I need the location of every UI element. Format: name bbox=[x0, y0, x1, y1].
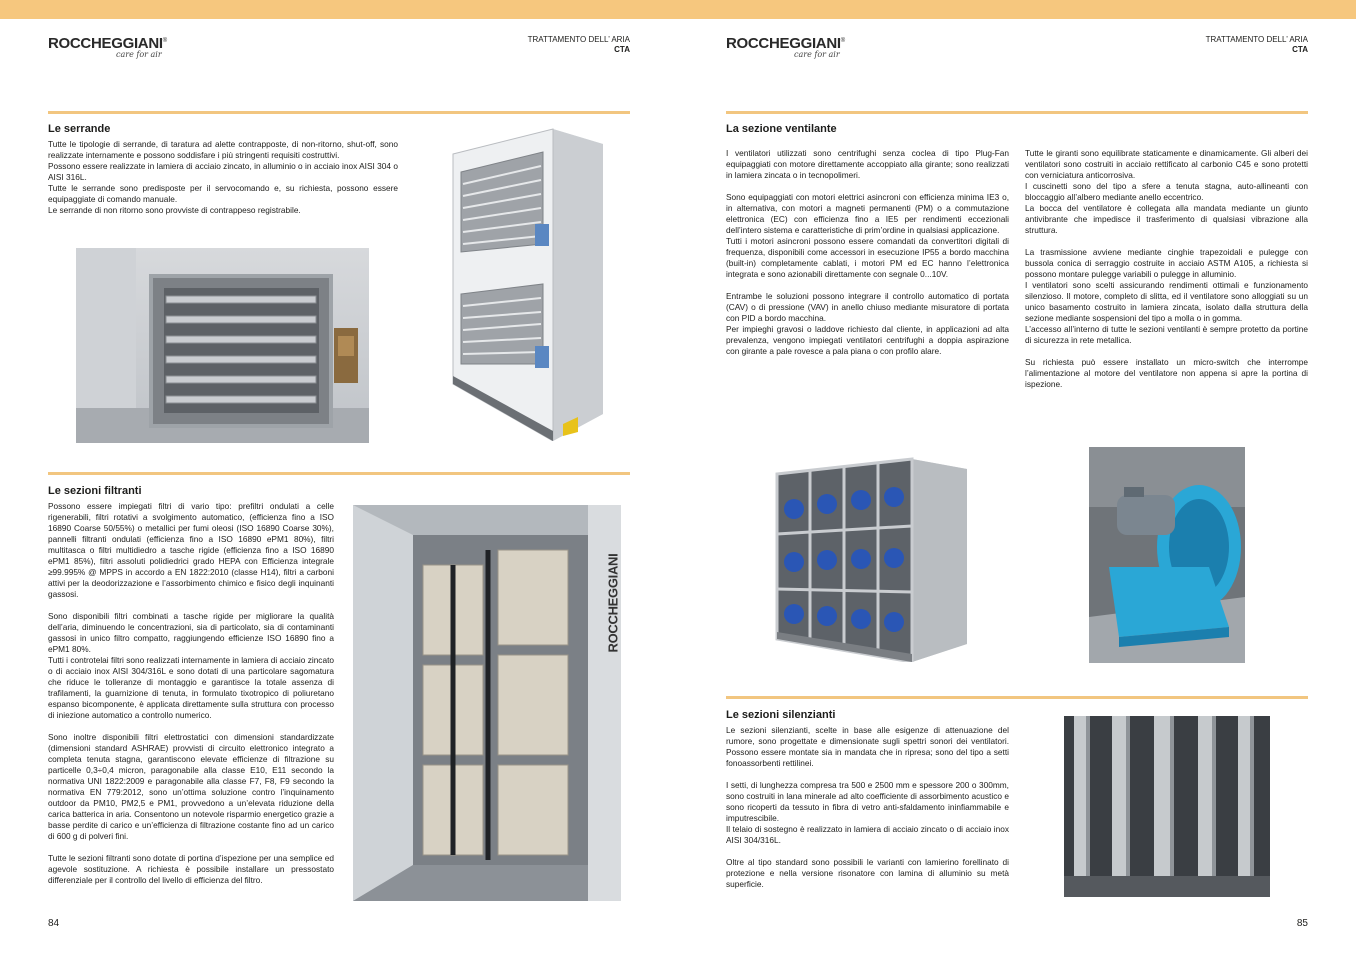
section-divider bbox=[48, 472, 630, 475]
registered-mark: ® bbox=[840, 38, 845, 44]
header-section: TRATTAMENTO DELL’ ARIA bbox=[1205, 35, 1308, 44]
ventilante-text-col2 bbox=[1025, 148, 1308, 390]
ventilante-text-col1 bbox=[726, 148, 1009, 357]
left-page bbox=[0, 19, 678, 959]
paragraph: Entrambe le soluzioni possono integrare il controllo automatico di portata (CAV) o di pressione (VAV) in anello chiuso mediante misuratore di portata con PID a bordo macchina. bbox=[726, 291, 1009, 323]
section-divider bbox=[726, 111, 1308, 114]
vertical-brand-mark bbox=[593, 515, 619, 655]
fan-array-illustration bbox=[772, 454, 967, 662]
paragraph: I ventilatori utilizzati sono centrifughi senza coclea di tipo Plug-Fan equipaggiati con motore direttamente accoppiato alla girante; sono realizzati in lamiera zincata o in tecnopolimeri. bbox=[726, 148, 1009, 180]
paragraph: Tutte le sezioni filtranti sono dotate di portina d’ispezione per una semplice ed agevole sostituzione. A richiesta è possibile installare un pressostato differenziale per il controllo del livello di efficienza del filtro. bbox=[48, 853, 334, 885]
silenzianti-text bbox=[726, 725, 1009, 890]
paragraph: Tutte le serrande sono predisposte per il servocomando e, su richiesta, possono essere equipaggiate di comando manuale. bbox=[48, 183, 398, 204]
section-title-filtranti: Le sezioni filtranti bbox=[48, 485, 142, 497]
brand-tagline: care for air bbox=[794, 50, 840, 59]
paragraph: Tutte le giranti sono equilibrate staticamente e dinamicamente. Gli alberi dei ventilatori sono costruiti in acciaio rettificato al carbonio C45 e sono protetti con verniciatura anticorrosiva. bbox=[1025, 148, 1308, 180]
serrande-text bbox=[48, 139, 398, 216]
paragraph: Possono essere impiegati filtri di vario tipo: prefiltri ondulati a celle rigenerabili, filtri rotativi a svolgimento automatico, (efficienza fino a ISO 16890 Coarse 50/55%) o metallici per fumi oleosi (ISO 16890 Coarse 30%), pannelli filtranti ondulati (efficienza fino a ISO 16890 ePM1 80%), filtri multitasca o filtri multidiedro a tasche rigide (efficienza fino a ISO 16890 ePM1 85%), filtri assoluti polidiedrici grado HEPA con Efficienza integrale ≥99.995% @ MPPS in accordo a EN 1822:2010 (classe H14), filtri a carboni attivi per la deodorizzazione e l’assorbimento chimico e fisico degli inquinanti gassosi. bbox=[48, 501, 334, 599]
silencer-baffles-photo bbox=[1064, 716, 1270, 897]
section-title-silenzianti: Le sezioni silenzianti bbox=[726, 709, 836, 721]
top-color-band bbox=[0, 0, 1356, 19]
paragraph: Sono inoltre disponibili filtri elettrostatici con dimensioni standardizzate (dimensioni standard ASHRAE) provvisti di circuito elettronico integrato a completa tenuta stagna, garantiscono elevate efficienze di filtrazione su particelle 0,3÷0,4 micron, paragonabile alla classe E10, E11 secondo la normativa UNI 1822:2009 e paragonabile alla classe F7, F8, F9 secondo la normativa EN 779:2012, sono un’ottima soluzione contro l’inquinamento outdoor da PM10, PM2,5 e PM1, provvedono a un’elevata riduzione della carica batterica in aria. Consentono un notevole risparmio energetico grazie a basse perdite di carico e un’efficienza di filtrazione costante fino ad un carico di 600 g di polveri fini. bbox=[48, 732, 334, 841]
section-divider bbox=[726, 696, 1308, 699]
filter-section-photo bbox=[353, 505, 621, 901]
paragraph: Tutti i controtelai filtri sono realizzati internamente in lamiera di acciaio zincato o di acciaio inox AISI 304/316L e sono dotati di una particolare sagomatura che riduce le tolleranze di montaggio e garantisce la totale assenza di trafilamenti, la guarnizione di tenuta, in formulato tixotropico di poliuretano espanso bicomponente, è applicata direttamente sulla struttura con processo di iniezione automatico a controllo numerico. bbox=[48, 655, 334, 720]
paragraph: Le sezioni silenzianti, scelte in base alle esigenze di attenuazione del rumore, sono progettate e dimensionate sugli spettri sonori dei ventilatori. Possono essere montate sia in mandata che in ripresa; sono del tipo a setti fonoassorbenti rettilinei. bbox=[726, 725, 1009, 768]
paragraph: Tutte le tipologie di serrande, di taratura ad alette contrapposte, di non-ritorno, shut-off, sono realizzate internamente e possono soddisfare i più stringenti requisiti costruttivi. bbox=[48, 139, 398, 160]
paragraph: L’accesso all’interno di tutte le sezioni ventilanti è sempre protetto da portine di sicurezza in rete metallica. bbox=[1025, 324, 1308, 345]
brand-name: ROCCHEGGIANI bbox=[726, 35, 841, 52]
paragraph: Possono essere realizzate in lamiera di acciaio zincato, in alluminio o in acciaio inox AISI 304 o AISI 316L. bbox=[48, 161, 398, 182]
vertical-brand-name: ROCCHEGGIANI bbox=[605, 553, 621, 653]
filter-illustration bbox=[353, 505, 621, 901]
brand-name: ROCCHEGGIANI bbox=[48, 35, 163, 52]
centrifugal-fan-photo bbox=[1089, 447, 1245, 663]
paragraph: I setti, di lunghezza compresa tra 500 e 2500 mm e spessore 200 o 300mm, sono costruiti in lana minerale ad alto coefficiente di assorbimento acustico e sono ricoperti da tessuto in fibra di vetro anti-sfaldamento ininfiammabile e imputrescibile. bbox=[726, 780, 1009, 823]
page-number-left: 84 bbox=[48, 918, 60, 929]
damper-photo bbox=[76, 248, 369, 443]
ahu-illustration bbox=[443, 124, 603, 441]
paragraph: I ventilatori sono scelti assicurando rendimenti ottimali e funzionamento silenzioso. Il motore, completo di slitta, ed il ventilatore sono alloggiati su un unico basamento costruito in lamiera zincata, isolato dalla struttura della sezione mediante sospensioni del tipo a molla o in gomma. bbox=[1025, 280, 1308, 323]
brand-tagline: care for air bbox=[116, 50, 162, 59]
paragraph: I cuscinetti sono del tipo a sfere a tenuta stagna, auto-allineanti con bloccaggio all’albero mediante anello eccentrico. bbox=[1025, 181, 1308, 202]
damper-illustration bbox=[76, 248, 369, 443]
silencer-illustration bbox=[1064, 716, 1270, 897]
paragraph: La bocca del ventilatore è collegata alla mandata mediante un giunto antivibrante che impedisce il trasferimento di qualsiasi vibrazione alla struttura. bbox=[1025, 203, 1308, 235]
header-subsection: CTA bbox=[614, 45, 630, 54]
paragraph: Su richiesta può essere installato un micro-switch che interrompe l’alimentazione al motore del ventilatore non appena si apre la portina di ispezione. bbox=[1025, 357, 1308, 389]
paragraph: Sono equipaggiati con motori elettrici asincroni con efficienza minima IE3 o, in alternativa, con motori a magneti permanenti (PM) o a commutazione elettronica (EC) con efficienza fino a IE5 per rendimenti eccezionali dell’intero sistema e caratteristiche di prim’ordine in qualsiasi applicazione. bbox=[726, 192, 1009, 235]
ahu-damper-photo bbox=[443, 124, 603, 441]
page-header bbox=[528, 35, 630, 55]
section-title-serrande: Le serrande bbox=[48, 123, 111, 135]
paragraph: Oltre al tipo standard sono possibili le varianti con lamierino forellinato di protezione e nella versione risonatore con lamina di alluminio su metà superficie. bbox=[726, 857, 1009, 889]
right-page bbox=[678, 19, 1356, 959]
page-header bbox=[1206, 35, 1308, 55]
paragraph: Sono disponibili filtri combinati a tasche rigide per migliorare la qualità dell’aria, diminuendo le concentrazioni, sia di particolato, sia di contaminanti gassosi in unico filtro compatto, raggiungendo efficienze ISO 16890 fino a ePM1 80%. bbox=[48, 611, 334, 654]
brand-logo bbox=[48, 35, 167, 59]
paragraph: Per impieghi gravosi o laddove richiesto dal cliente, in applicazioni ad alta prevalenza, vengono impiegati ventilatori centrifughi a doppia aspirazione con girante a pale rovesce a pala piana o con profilo alare. bbox=[726, 324, 1009, 356]
registered-mark: ® bbox=[162, 38, 167, 44]
paragraph: La trasmissione avviene mediante cinghie trapezoidali e pulegge con bussola conica di serraggio costruite in acciaio ASTM A105, a richiesta si possono montare pulegge variabili o pulegge in alluminio. bbox=[1025, 247, 1308, 279]
centrifugal-fan-illustration bbox=[1089, 447, 1245, 663]
section-title-ventilante: La sezione ventilante bbox=[726, 123, 837, 135]
fan-array-unit-photo bbox=[772, 454, 967, 662]
paragraph: Tutti i motori asincroni possono essere comandati da convertitori digitali di frequenza, disponibili come accessori in esecuzione IP55 a bordo macchina (built-in) completamente cablati, i motori PM ed EC hanno l’elettronica integrata e sono azionabili direttamente con segnale 0...10V. bbox=[726, 236, 1009, 279]
paragraph: Il telaio di sostegno è realizzato in lamiera di acciaio zincato o di acciaio inox AISI 304/316L. bbox=[726, 824, 1009, 845]
header-subsection: CTA bbox=[1292, 45, 1308, 54]
header-section: TRATTAMENTO DELL’ ARIA bbox=[527, 35, 630, 44]
page-number-right: 85 bbox=[1296, 918, 1308, 929]
paragraph: Le serrande di non ritorno sono provviste di contrappeso registrabile. bbox=[48, 205, 301, 215]
brand-logo bbox=[726, 35, 845, 59]
filtranti-text bbox=[48, 501, 334, 886]
section-divider bbox=[48, 111, 630, 114]
